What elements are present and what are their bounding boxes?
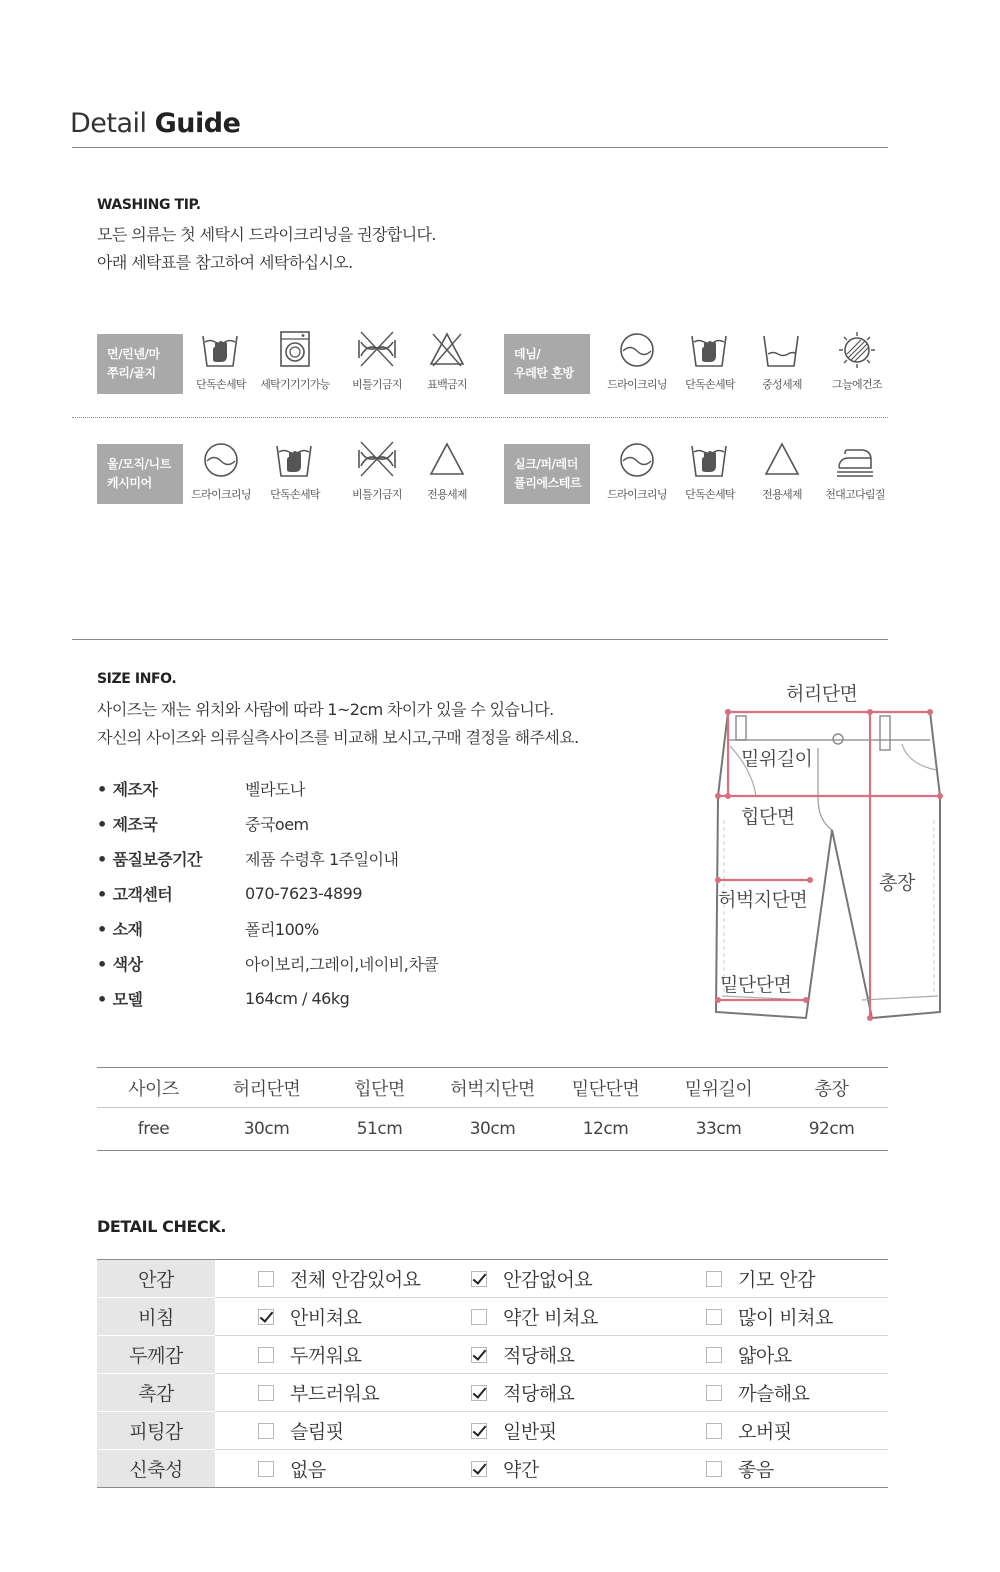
diagram-label-thigh: 허벅지단면 [718, 889, 808, 911]
check-option[interactable] [215, 1265, 428, 1292]
divider [72, 147, 888, 148]
spec-key [97, 812, 245, 835]
check-option[interactable] [428, 1417, 663, 1444]
care-item [255, 330, 335, 400]
care-label: 표백금지 [427, 378, 467, 391]
check-option[interactable] [428, 1303, 663, 1330]
check-option-cell [663, 1298, 888, 1336]
checkbox-checked[interactable] [471, 1385, 487, 1401]
spec-key [97, 952, 245, 975]
diagram-label-rise: 밑위길이 [741, 748, 813, 770]
check-option-label: 좋음 [738, 1459, 774, 1481]
check-option-cell [663, 1374, 888, 1412]
checkbox[interactable] [471, 1309, 487, 1325]
care-item [670, 440, 750, 510]
measure-point [867, 1015, 873, 1021]
spec-value: 폴리100% [245, 920, 319, 939]
check-category: 피팅감 [97, 1412, 215, 1450]
checkbox[interactable] [706, 1347, 722, 1363]
check-option-cell [428, 1298, 663, 1336]
checkbox-checked[interactable] [258, 1309, 274, 1325]
care-item [597, 330, 677, 400]
check-option[interactable] [215, 1303, 428, 1330]
check-option[interactable] [428, 1265, 663, 1292]
size-info-line-1: 사이즈는 재는 위치와 사람에 따라 1~2cm 차이가 있을 수 있습니다. [97, 700, 554, 719]
hand-wash-icon [199, 330, 243, 370]
fabric-line: 실크/퍼/레더 [514, 457, 578, 471]
check-option-label: 슬림핏 [290, 1421, 344, 1443]
check-option-label: 전체 안감있어요 [290, 1269, 421, 1291]
hand-wash-icon [273, 440, 317, 480]
washing-tip-line-1: 모든 의류는 첫 세탁시 드라이크리닝을 권장합니다. [97, 225, 436, 244]
fabric-line: 폴리에스테르 [514, 476, 582, 490]
spec-key-text: 소재 [112, 920, 143, 939]
size-header-cell: 허리단면 [210, 1068, 323, 1108]
measure-point [867, 709, 873, 715]
care-label: 전용세제 [762, 488, 802, 501]
care-item [181, 330, 261, 400]
spec-value: 중국oem [245, 815, 309, 834]
spec-value: 벨라도나 [245, 780, 305, 799]
measure-point [715, 793, 721, 799]
care-label: 드라이크리닝 [607, 488, 667, 501]
washing-tip-text [97, 221, 436, 277]
check-option-label: 얇아요 [738, 1345, 792, 1367]
size-info-label: SIZE INFO. [97, 671, 177, 687]
care-label: 그늘에건조 [832, 378, 882, 391]
size-info-text [97, 696, 579, 752]
check-option-label: 없음 [290, 1459, 326, 1481]
size-cell: 92cm [775, 1108, 888, 1151]
care-label: 비틀기금지 [352, 488, 402, 501]
check-option-cell [428, 1412, 663, 1450]
care-label: 단독손세탁 [685, 378, 735, 391]
fabric-box-silk [504, 444, 590, 504]
dry-clean-icon [615, 440, 659, 480]
hand-wash-icon [688, 440, 732, 480]
check-option-cell [428, 1336, 663, 1374]
diagram-label-length: 총장 [879, 872, 915, 894]
spec-key-text: 제조자 [112, 780, 158, 799]
spec-row [97, 806, 517, 841]
check-option-label: 일반핏 [503, 1421, 557, 1443]
check-option-label: 까슬해요 [738, 1383, 810, 1405]
check-category: 두께감 [97, 1336, 215, 1374]
check-category: 비침 [97, 1298, 215, 1336]
measure-point [725, 709, 731, 715]
care-item [817, 330, 897, 400]
care-label: 천대고다림질 [825, 488, 885, 501]
check-category: 촉감 [97, 1374, 215, 1412]
care-item [255, 440, 335, 510]
no-bleach-icon [425, 330, 469, 370]
spec-key [97, 882, 245, 905]
spec-value: 070-7623-4899 [245, 884, 363, 903]
spec-row [97, 911, 517, 946]
checkbox[interactable] [258, 1385, 274, 1401]
check-option-cell [215, 1450, 428, 1488]
check-option[interactable] [215, 1379, 428, 1406]
care-item [337, 440, 417, 510]
size-cell: 30cm [436, 1108, 549, 1151]
spec-key [97, 847, 245, 870]
size-header-cell: 밑단단면 [549, 1068, 662, 1108]
check-option-cell [215, 1336, 428, 1374]
checkbox[interactable] [706, 1309, 722, 1325]
size-header-cell: 허벅지단면 [436, 1068, 549, 1108]
care-item [742, 440, 822, 510]
check-option-cell [215, 1374, 428, 1412]
check-category: 신축성 [97, 1450, 215, 1488]
check-row [97, 1450, 888, 1488]
check-option[interactable] [215, 1341, 428, 1368]
check-option-label: 많이 비쳐요 [738, 1307, 833, 1329]
measure-point [715, 877, 721, 883]
check-row [97, 1298, 888, 1336]
fabric-line: 캐시미어 [107, 476, 152, 490]
size-table [97, 1067, 888, 1151]
no-wring-icon [355, 330, 399, 370]
iron-with-cloth-icon [833, 440, 877, 480]
bullet-icon: • [97, 780, 107, 799]
check-option-cell [428, 1450, 663, 1488]
size-header-cell: 총장 [775, 1068, 888, 1108]
care-item [670, 330, 750, 400]
no-wring-icon [355, 440, 399, 480]
check-row [97, 1260, 888, 1298]
care-label: 전용세제 [427, 488, 467, 501]
check-option[interactable] [428, 1341, 663, 1368]
check-option[interactable] [215, 1417, 428, 1444]
checkbox[interactable] [258, 1423, 274, 1439]
fabric-box-cotton [97, 334, 183, 394]
measure-point [715, 997, 721, 1003]
spec-key [97, 917, 245, 940]
check-option-cell [663, 1336, 888, 1374]
fabric-line: 쭈리/골지 [107, 366, 156, 380]
check-option-label: 적당해요 [503, 1345, 575, 1367]
neutral-detergent-icon [760, 330, 804, 370]
check-option-label: 약간 비쳐요 [503, 1307, 598, 1329]
size-cell: 12cm [549, 1108, 662, 1151]
check-option-cell [663, 1412, 888, 1450]
fabric-line: 울/모직/니트 [107, 457, 171, 471]
size-header-cell: 밑위길이 [662, 1068, 775, 1108]
spec-row [97, 771, 517, 806]
checkbox[interactable] [706, 1423, 722, 1439]
spec-key [97, 987, 245, 1010]
bullet-icon: • [97, 955, 107, 974]
check-option-label: 안감없어요 [503, 1269, 593, 1291]
spec-key-text: 제조국 [112, 815, 158, 834]
check-option-label: 기모 안감 [738, 1269, 815, 1291]
checkbox[interactable] [258, 1461, 274, 1477]
fabric-box-wool [97, 444, 183, 504]
detail-check-label: DETAIL CHECK. [97, 1217, 227, 1236]
check-option-label: 적당해요 [503, 1383, 575, 1405]
spec-value: 제품 수령후 1주일이내 [245, 850, 399, 869]
bullet-icon: • [97, 815, 107, 834]
care-item [597, 440, 677, 510]
size-cell: 33cm [662, 1108, 775, 1151]
spec-key-text: 품질보증기간 [112, 850, 202, 869]
size-info-line-2: 자신의 사이즈와 의류실측사이즈를 비교해 보시고,구매 결정을 해주세요. [97, 728, 579, 747]
shade-dry-icon [835, 330, 879, 370]
checkbox[interactable] [706, 1385, 722, 1401]
check-option[interactable] [215, 1455, 428, 1482]
checkbox[interactable] [706, 1271, 722, 1287]
checkbox-checked[interactable] [471, 1461, 487, 1477]
care-item [815, 440, 895, 510]
bullet-icon: • [97, 920, 107, 939]
check-option[interactable] [428, 1379, 663, 1406]
size-header-cell: 사이즈 [97, 1068, 210, 1108]
fabric-line: 우레탄 혼방 [514, 366, 574, 380]
care-item [407, 440, 487, 510]
table-row [97, 1108, 888, 1151]
title-bold: Guide [154, 108, 241, 139]
check-option[interactable] [663, 1417, 888, 1444]
bullet-icon: • [97, 885, 107, 904]
bullet-icon: • [97, 990, 107, 1009]
checkbox[interactable] [258, 1347, 274, 1363]
check-option[interactable] [663, 1265, 888, 1292]
care-label: 단독손세탁 [685, 488, 735, 501]
washing-tip-label: WASHING TIP. [97, 197, 201, 213]
checkbox-checked[interactable] [471, 1271, 487, 1287]
care-label: 비틀기금지 [352, 378, 402, 391]
spec-value: 164cm / 46kg [245, 989, 350, 1008]
check-row [97, 1412, 888, 1450]
check-option-cell [215, 1298, 428, 1336]
dry-clean-icon [615, 330, 659, 370]
care-label: 중성세제 [762, 378, 802, 391]
washing-tip-line-2: 아래 세탁표를 참고하여 세탁하십시오. [97, 253, 353, 272]
diagram-label-waist: 허리단면 [786, 683, 858, 705]
measure-point [807, 877, 813, 883]
check-option-cell [428, 1260, 663, 1298]
check-option-label: 안비쳐요 [290, 1307, 362, 1329]
divider [72, 639, 888, 640]
detail-check-table [97, 1259, 888, 1488]
care-item [407, 330, 487, 400]
size-table-header [97, 1068, 888, 1108]
special-detergent-icon [760, 440, 804, 480]
check-option[interactable] [663, 1379, 888, 1406]
care-item [742, 330, 822, 400]
hand-wash-icon [688, 330, 732, 370]
check-option[interactable] [663, 1455, 888, 1482]
spec-row [97, 876, 517, 911]
spec-key-text: 모델 [112, 990, 143, 1009]
fabric-box-denim [504, 334, 590, 394]
special-detergent-icon [425, 440, 469, 480]
measure-point [937, 793, 943, 799]
care-label: 드라이크리닝 [191, 488, 251, 501]
spec-key-text: 색상 [112, 955, 143, 974]
check-option-cell [428, 1374, 663, 1412]
checkbox-checked[interactable] [471, 1347, 487, 1363]
care-label: 단독손세탁 [270, 488, 320, 501]
check-option-cell [215, 1260, 428, 1298]
spec-value: 아이보리,그레이,네이비,차콜 [245, 955, 439, 974]
check-option-cell [663, 1260, 888, 1298]
check-option-label: 두꺼워요 [290, 1345, 362, 1367]
dry-clean-icon [199, 440, 243, 480]
check-row [97, 1336, 888, 1374]
measure-point [927, 709, 933, 715]
check-option[interactable] [663, 1303, 888, 1330]
check-option-cell [663, 1450, 888, 1488]
care-label: 드라이크리닝 [607, 378, 667, 391]
spec-key [97, 777, 245, 800]
spec-row [97, 946, 517, 981]
spec-key-text: 고객센터 [112, 885, 173, 904]
check-option-label: 부드러워요 [290, 1383, 380, 1405]
fabric-line: 데님/ [514, 347, 541, 361]
size-header-cell: 힙단면 [323, 1068, 436, 1108]
diagram-label-hem: 밑단단면 [720, 974, 792, 996]
measure-point [803, 997, 809, 1003]
check-option[interactable] [428, 1455, 663, 1482]
bullet-icon: • [97, 850, 107, 869]
fabric-line: 면/린넨/마 [107, 347, 160, 361]
checkbox[interactable] [706, 1461, 722, 1477]
care-label: 단독손세탁 [196, 378, 246, 391]
care-item [181, 440, 261, 510]
spec-row [97, 841, 517, 876]
check-option-cell [215, 1412, 428, 1450]
diagram-label-hip: 힙단면 [741, 806, 795, 828]
page-title [70, 108, 240, 139]
check-row [97, 1374, 888, 1412]
size-cell: 51cm [323, 1108, 436, 1151]
size-cell: free [97, 1108, 210, 1151]
checkbox[interactable] [258, 1271, 274, 1287]
spec-list [97, 771, 517, 1016]
check-option-label: 오버핏 [738, 1421, 792, 1443]
check-option-label: 약간 [503, 1459, 539, 1481]
spec-row [97, 981, 517, 1016]
title-light: Detail [70, 108, 147, 139]
check-category: 안감 [97, 1260, 215, 1298]
size-cell: 30cm [210, 1108, 323, 1151]
checkbox-checked[interactable] [471, 1423, 487, 1439]
care-item [337, 330, 417, 400]
care-label: 세탁기기기가능 [260, 378, 330, 391]
check-option[interactable] [663, 1341, 888, 1368]
dotted-divider [72, 417, 888, 418]
washing-machine-icon [273, 330, 317, 370]
